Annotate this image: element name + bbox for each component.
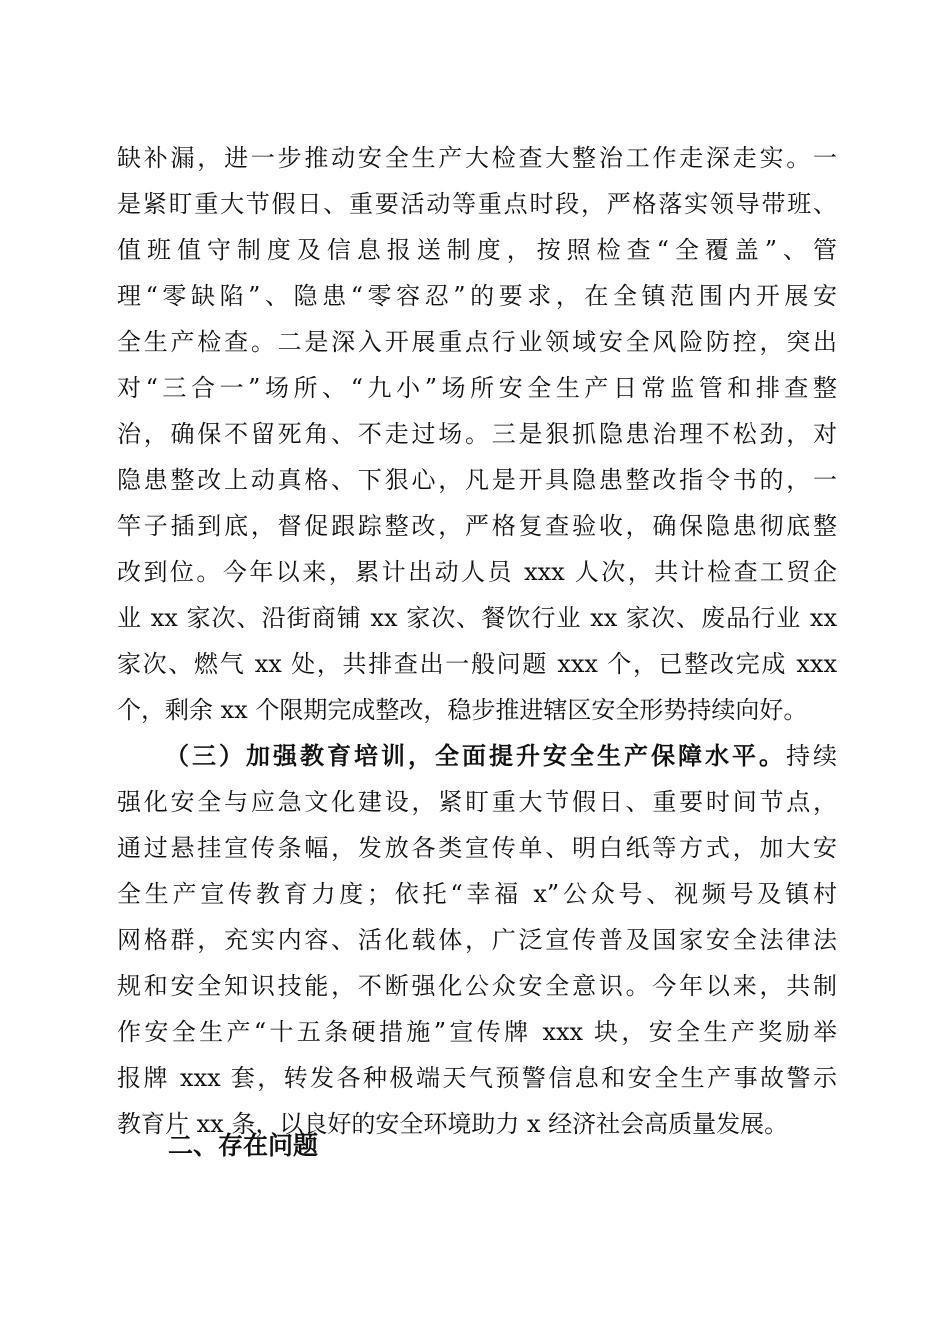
text-line: 报牌 xxx 套，转发各种极端天气预警信息和安全生产事故警示 <box>117 1064 837 1092</box>
text-line: 教育片 xx 条，以良好的安全环境助力 x 经济社会高质量发展。 <box>117 1110 789 1138</box>
text-line: 个，剩余 xx 个限期完成整改，稳步推进辖区安全形势持续向好。 <box>117 696 808 724</box>
section-heading: 二、存在问题 <box>168 1131 319 1160</box>
text-line: 规和安全知识技能，不断强化公众安全意识。今年以来，共制 <box>117 972 837 1000</box>
text-line: 作安全生产“十五条硬措施”宣传牌 xxx 块，安全生产奖励举 <box>117 1018 837 1046</box>
text-line: 对“三合一”场所、“九小”场所安全生产日常监管和排查整 <box>117 374 837 402</box>
subsection-heading: （三）加强教育培训，全面提升安全生产保障水平。 <box>165 741 786 770</box>
text-line: 网格群，充实内容、活化载体，广泛宣传普及国家安全法律法 <box>117 926 837 954</box>
text-line: 全生产宣传教育力度；依托“幸福 x”公众号、视频号及镇村 <box>117 880 837 908</box>
text-line: 家次、燃气 xx 处，共排查出一般问题 xxx 个，已整改完成 xxx <box>117 650 837 678</box>
text-line: 业 xx 家次、沿街商铺 xx 家次、餐饮行业 xx 家次、废品行业 xx <box>117 604 837 632</box>
text-line: 通过悬挂宣传条幅，发放各类宣传单、明白纸等方式，加大安 <box>117 834 837 862</box>
paragraph-2-first-line <box>165 734 837 778</box>
text-line: 值班值守制度及信息报送制度，按照检查“全覆盖”、管 <box>117 236 837 264</box>
text-run: 持续 <box>786 742 837 770</box>
text-line: 强化安全与应急文化建设，紧盯重大节假日、重要时间节点， <box>117 788 837 816</box>
text-line: 改到位。今年以来，累计出动人员 xxx 人次，共计检查工贸企 <box>117 558 837 586</box>
text-line: 理“零缺陷”、隐患“零容忍”的要求，在全镇范围内开展安 <box>117 282 837 310</box>
text-line: 全生产检查。二是深入开展重点行业领域安全风险防控，突出 <box>117 328 837 356</box>
text-line: 是紧盯重大节假日、重要活动等重点时段，严格落实领导带班、 <box>117 190 837 218</box>
text-line: 隐患整改上动真格、下狠心，凡是开具隐患整改指令书的，一 <box>117 466 837 494</box>
text-line: 缺补漏，进一步推动安全生产大检查大整治工作走深走实。一 <box>117 144 837 172</box>
text-line: 竿子插到底，督促跟踪整改，严格复查验收，确保隐患彻底整 <box>117 512 837 540</box>
text-line: 治，确保不留死角、不走过场。三是狠抓隐患治理不松劲，对 <box>117 420 837 448</box>
